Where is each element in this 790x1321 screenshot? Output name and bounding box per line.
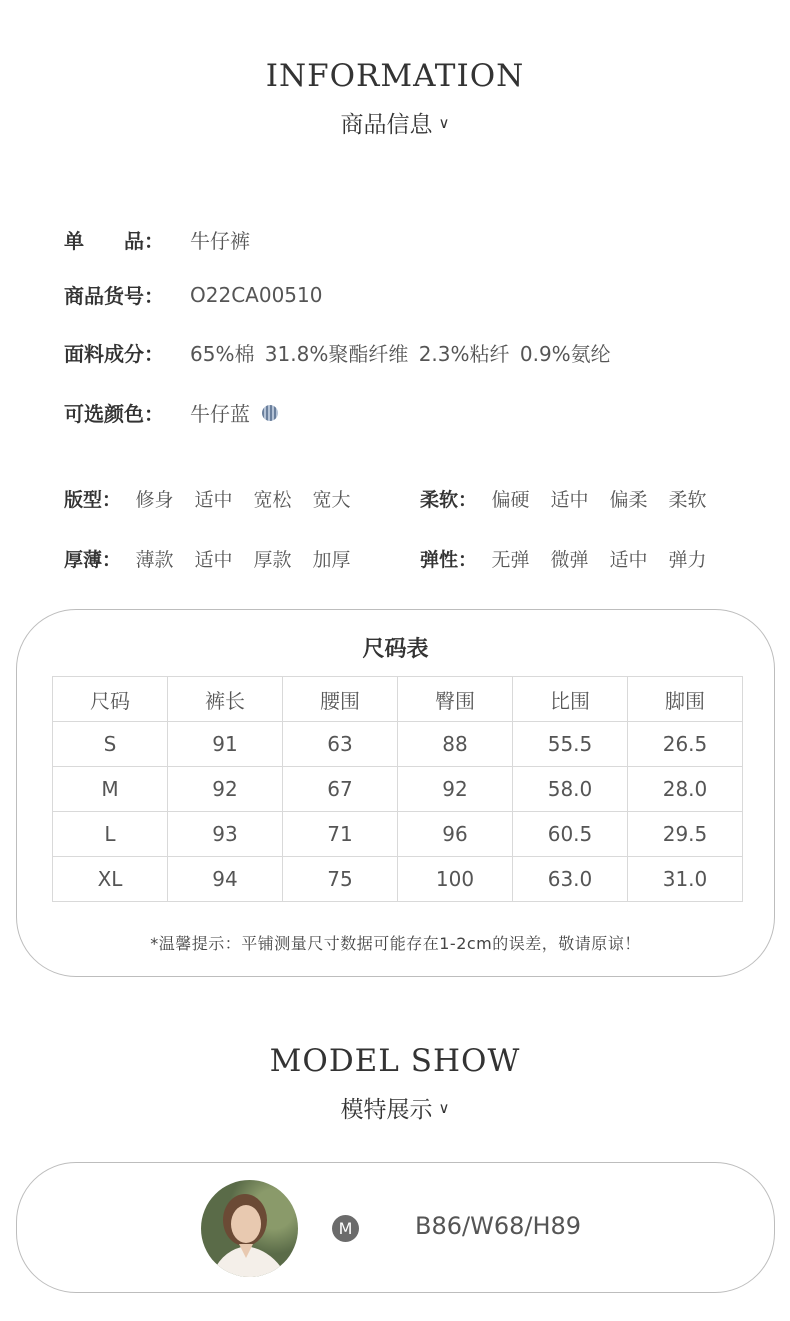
attr-option-selected: 适中 xyxy=(184,545,243,572)
attr-label: 厚薄： xyxy=(64,549,122,571)
model-section-title: MODEL SHOW xyxy=(269,1043,521,1079)
header-cell: 比围 xyxy=(513,677,628,722)
info-section-title: INFORMATION xyxy=(265,58,525,94)
attr-thickness xyxy=(64,545,361,572)
detail-row-item xyxy=(64,225,250,254)
model-size-badge: M xyxy=(332,1215,359,1242)
chevron-down-icon: ∨ xyxy=(438,1099,450,1117)
table-cell: 26.5 xyxy=(628,722,743,767)
table-cell: 93 xyxy=(168,812,283,857)
attr-label: 弹性： xyxy=(420,549,478,571)
size-chart-title: 尺码表 xyxy=(362,637,429,662)
table-cell: L xyxy=(53,812,168,857)
table-cell: 71 xyxy=(283,812,398,857)
attr-option: 加厚 xyxy=(312,549,351,571)
detail-label: 商品货号： xyxy=(64,284,164,308)
table-cell: S xyxy=(53,722,168,767)
table-cell: 75 xyxy=(283,857,398,902)
table-cell: 31.0 xyxy=(628,857,743,902)
table-cell: 67 xyxy=(283,767,398,812)
table-cell: 96 xyxy=(398,812,513,857)
model-section-subtitle xyxy=(0,1091,790,1124)
attr-option: 厚款 xyxy=(253,549,292,571)
attr-option: 宽大 xyxy=(312,489,351,511)
attr-fit xyxy=(64,485,361,512)
model-card xyxy=(16,1162,775,1293)
model-portrait-icon xyxy=(201,1180,298,1277)
detail-value: 牛仔裤 xyxy=(190,229,250,253)
header-cell: 脚围 xyxy=(628,677,743,722)
attr-option-selected: 适中 xyxy=(184,485,243,512)
table-cell: 55.5 xyxy=(513,722,628,767)
size-table xyxy=(52,676,743,902)
attr-softness xyxy=(420,485,717,512)
table-cell: 63.0 xyxy=(513,857,628,902)
table-cell: XL xyxy=(53,857,168,902)
table-cell: 28.0 xyxy=(628,767,743,812)
table-cell: 91 xyxy=(168,722,283,767)
size-chart-note: *温馨提示：平铺测量尺寸数据可能存在1-2cm的误差，敬请原谅！ xyxy=(150,934,641,953)
attr-option-selected: 适中 xyxy=(540,485,599,512)
detail-label: 单 品： xyxy=(64,229,164,253)
info-section-subtitle xyxy=(0,106,790,139)
attr-option: 弹力 xyxy=(668,549,707,571)
attr-option: 薄款 xyxy=(135,549,174,571)
table-cell: 29.5 xyxy=(628,812,743,857)
chevron-down-icon: ∨ xyxy=(438,114,450,132)
detail-label: 面料成分： xyxy=(64,342,164,366)
attr-elasticity xyxy=(420,545,717,572)
detail-value: 65%棉 31.8%聚酯纤维 2.3%粘纤 0.9%氨纶 xyxy=(190,342,611,366)
header-cell: 尺码 xyxy=(53,677,168,722)
table-cell: 88 xyxy=(398,722,513,767)
attr-option: 宽松 xyxy=(253,489,292,511)
attr-option: 适中 xyxy=(609,549,648,571)
attr-label: 柔软： xyxy=(420,489,478,511)
table-row xyxy=(53,722,743,767)
detail-label: 可选颜色： xyxy=(64,402,164,426)
attr-option: 修身 xyxy=(135,489,174,511)
table-row xyxy=(53,767,743,812)
model-avatar xyxy=(201,1180,298,1277)
attr-option: 无弹 xyxy=(491,549,530,571)
table-row xyxy=(53,857,743,902)
table-header-row xyxy=(53,677,743,722)
attr-option: 偏柔 xyxy=(609,489,648,511)
detail-row-color xyxy=(64,398,278,427)
detail-value: 牛仔蓝 xyxy=(190,402,250,426)
table-row xyxy=(53,812,743,857)
table-cell: 63 xyxy=(283,722,398,767)
detail-value: O22CA00510 xyxy=(190,282,323,307)
table-cell: M xyxy=(53,767,168,812)
header-cell: 臀围 xyxy=(398,677,513,722)
model-subtitle-text: 模特展示 xyxy=(340,1097,433,1123)
header-cell: 裤长 xyxy=(168,677,283,722)
attr-label: 版型： xyxy=(64,489,122,511)
detail-row-sku xyxy=(64,280,322,309)
attr-option: 柔软 xyxy=(668,489,707,511)
detail-row-fabric xyxy=(64,338,611,367)
color-swatch xyxy=(262,405,278,421)
table-cell: 94 xyxy=(168,857,283,902)
table-cell: 92 xyxy=(168,767,283,812)
table-cell: 100 xyxy=(398,857,513,902)
table-cell: 60.5 xyxy=(513,812,628,857)
size-chart-card xyxy=(16,609,775,977)
header-cell: 腰围 xyxy=(283,677,398,722)
attr-option-selected: 微弹 xyxy=(540,545,599,572)
model-measurements: B86/W68/H89 xyxy=(415,1212,582,1240)
attr-option: 偏硬 xyxy=(491,489,530,511)
table-cell: 58.0 xyxy=(513,767,628,812)
info-subtitle-text: 商品信息 xyxy=(340,112,433,138)
table-cell: 92 xyxy=(398,767,513,812)
